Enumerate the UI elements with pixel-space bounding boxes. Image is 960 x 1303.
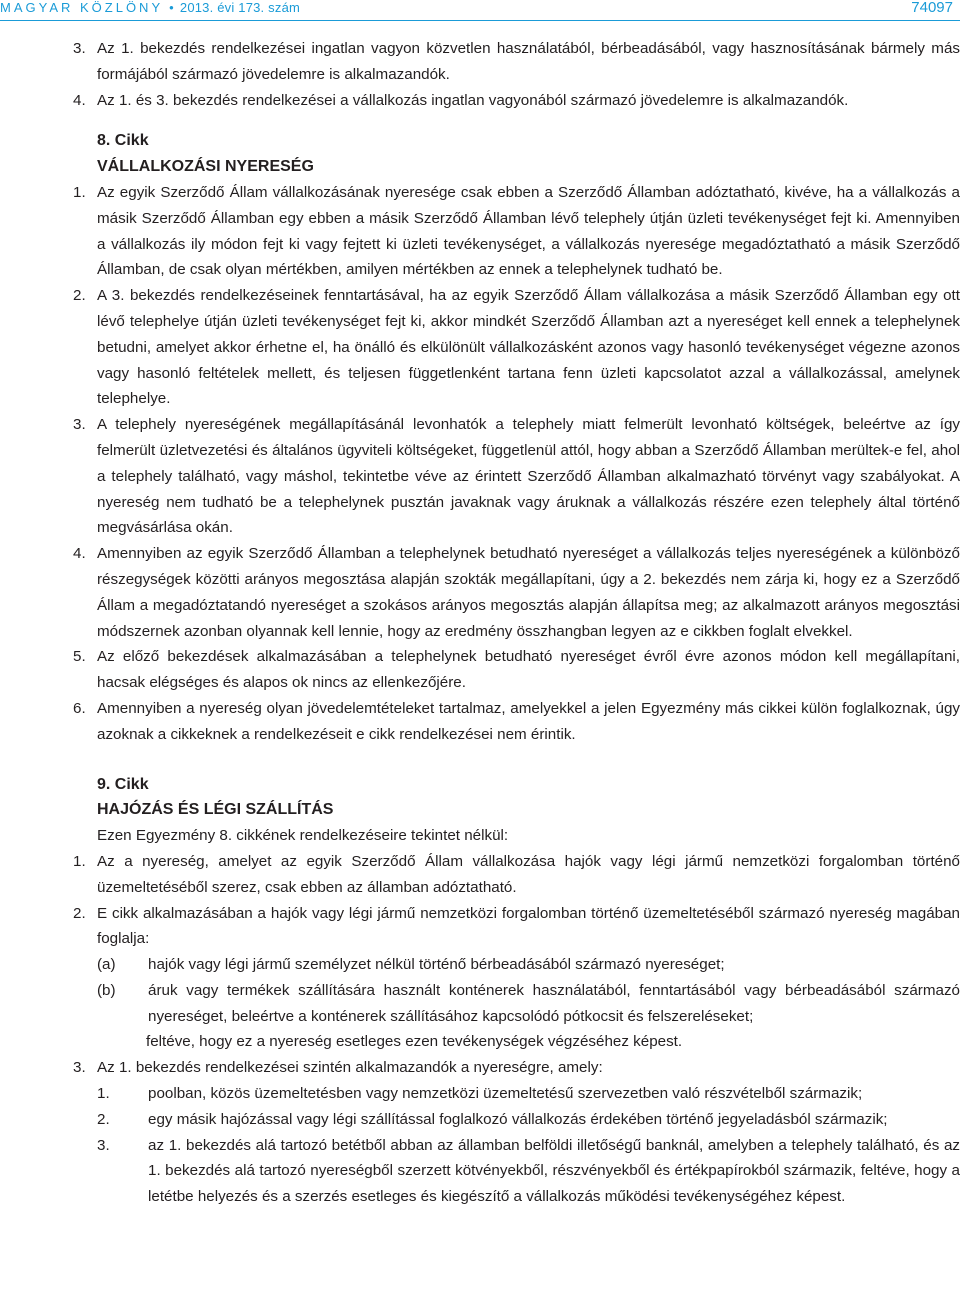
art8-paragraph-1 [0, 180, 960, 283]
art9-paragraph-2-continuation: feltéve, hogy ez a nyereség esetleges ezen tevékenységek végzéséhez képest. [146, 1033, 683, 1051]
paragraph-text: Az a nyereség, amelyet az egyik Szerződő Állam vállalkozása hajók vagy légi jármű nemzetközi forgalomban történő üzemeltetéséből szerez, csak ebben az államban adóztatható. [97, 852, 960, 896]
item-label: (a) [97, 956, 116, 974]
art8-paragraph-6 [0, 696, 960, 748]
paragraph-number: 3. [73, 1059, 86, 1077]
paragraph-number: 6. [73, 699, 86, 717]
paragraph-number: 3. [73, 416, 86, 434]
paragraph-text: Amennyiben a nyereség olyan jövedelemtételeket tartalmaz, amelyekkel a jelen Egyezmény más cikkei külön foglalkoznak, úgy azoknak a cikkeknek a rendelkezéseit e cikk rendelkezései nem érintik. [97, 699, 960, 743]
art9-paragraph-3 [0, 1055, 960, 1081]
journal-name: MAGYAR KÖZLÖNY [0, 0, 164, 15]
header-rule [0, 20, 960, 21]
art8-paragraph-4 [0, 541, 960, 644]
art9-paragraph-3-item-1 [0, 1081, 960, 1107]
art8-heading: 8. Cikk [97, 132, 149, 150]
paragraph-text: Amennyiben az egyik Szerződő Államban a telephelynek betudható nyereséget a vállalkozás teljes nyereségének a különböző részegységek közötti arányos megosztása alapján szokták megállapítani, úgy a 2. bekezdés nem zárja ki, hogy ez a Szerződő Állam a megadóztatandó nyereséget a szokásos arányos megosztás alapján állapítsa meg; az alkalmazott arányos megosztási módszernek azonban olyannak kell lennie, hogy az eredmény összhangban legyen az e cikkben foglalt elvekkel. [97, 545, 960, 640]
document-body [0, 36, 960, 1210]
paragraph-text: Az előző bekezdések alkalmazásában a telephelynek betudható nyereséget évről évre azonos módon kell megállapítani, hacsak elégséges és alapos ok nincs az ellenkezőjére. [97, 648, 960, 692]
journal-title [0, 0, 300, 15]
paragraph-number: 2. [73, 287, 86, 305]
art9-paragraph-2 [0, 901, 960, 953]
art9-paragraph-2-item-a [0, 952, 960, 978]
paragraph-text: Az 1. és 3. bekezdés rendelkezései a vállalkozás ingatlan vagyonából származó jövedelemre is alkalmazandók. [97, 91, 849, 109]
art7-paragraph-3 [0, 36, 960, 88]
paragraph-text: A telephely nyereségének megállapításánál levonhatók a telephely miatt felmerült levonható költségek, beleértve az így felmerült üzletvezetési és általános ügyviteli költségeket, függetlenül attól, hogy abban a Szerződő Államban merültek-e fel, ahol a telephely található, vagy máshol, tekintetbe véve az érintett Szerződő Államban alkalmazható törvényt vagy szabályokat. A nyereség nem tudható be a telephelynek pusztán javaknak vagy áruknak a vállalkozás részére ezen telephely által történő megvásárlása okán. [97, 416, 960, 537]
art9-title: HAJÓZÁS ÉS LÉGI SZÁLLÍTÁS [97, 801, 334, 819]
paragraph-number: 2. [73, 904, 86, 922]
art8-paragraph-5 [0, 644, 960, 696]
paragraph-number: 1. [73, 183, 86, 201]
paragraph-number: 1. [73, 852, 86, 870]
item-text: az 1. bekezdés alá tartozó betétből abban az államban belföldi illetőségű banknál, amelyben a telephely található, és az 1. bekezdés alá tartozó nyereségből szerzett kötvényekből, részvényekből és értékpapírokból származik, feltéve, hogy a letétbe helyezés és a szerzés esetleges és kiegészítő a vállalkozás működési tevékenységéhez képest. [148, 1136, 960, 1206]
item-text: áruk vagy termékek szállítására használt konténerek használatából, fenntartásából vagy bérbeadásából származó nyereséget, beleértve a konténerek szállításához kapcsolódó pótkocsit és felszereléseket; [148, 981, 960, 1025]
paragraph-text: E cikk alkalmazásában a hajók vagy légi jármű nemzetközi forgalomban történő üzemeltetéséből származó nyereség magában foglalja: [97, 904, 960, 948]
art7-paragraph-4 [0, 88, 960, 114]
item-label: 2. [97, 1110, 110, 1128]
item-text: hajók vagy légi jármű személyzet nélkül történő bérbeadásából származó nyereséget; [148, 956, 725, 974]
paragraph-text: Az 1. bekezdés rendelkezései szintén alkalmazandók a nyereségre, amely: [97, 1059, 603, 1077]
art9-paragraph-3-item-3 [0, 1133, 960, 1210]
art8-title: VÁLLALKOZÁSI NYERESÉG [97, 158, 314, 176]
issue-label: 2013. évi 173. szám [179, 0, 301, 15]
item-label: 1. [97, 1085, 110, 1103]
item-label: 3. [97, 1136, 110, 1154]
art9-intro: Ezen Egyezmény 8. cikkének rendelkezéseire tekintet nélkül: [97, 827, 509, 845]
item-text: egy másik hajózással vagy légi szállítással foglalkozó vállalkozás érdekében történő jegyeladásból származik; [148, 1110, 888, 1128]
art8-paragraph-3 [0, 412, 960, 541]
page-number: 74097 [911, 0, 953, 16]
paragraph-number: 4. [73, 91, 86, 109]
paragraph-number: 5. [73, 648, 86, 666]
art9-paragraph-2-item-b [0, 978, 960, 1030]
item-label: (b) [97, 981, 116, 999]
running-header [0, 0, 960, 24]
art9-paragraph-3-item-2 [0, 1107, 960, 1133]
paragraph-text: A 3. bekezdés rendelkezéseinek fenntartásával, ha az egyik Szerződő Állam vállalkozása a másik Szerződő Államban egy ott lévő telephelye útján üzleti tevékenységet fejt ki, akkor mindkét Szerződő Államban azt a nyereséget kell ennek a telephelynek betudni, amelyet akkor érhetne el, ha önálló és elkülönült vállalkozásként azonos vagy hasonló tevékenységet végezne azonos vagy hasonló feltételek mellett, és teljesen függetlenként tartana fenn üzleti kapcsolatot azzal a vállalkozással, amelynek telephelye. [97, 287, 960, 408]
paragraph-number: 4. [73, 545, 86, 563]
art9-heading: 9. Cikk [97, 775, 149, 793]
header-bullet: • [169, 0, 174, 15]
paragraph-number: 3. [73, 40, 86, 57]
paragraph-text: Az egyik Szerződő Állam vállalkozásának nyeresége csak ebben a Szerződő Államban adóztatható, kivéve, ha a vállalkozás a másik Szerződő Államban egy ebben a másik Szerződő Államban lévő telephely útján üzleti tevékenységet fejt ki. Amennyiben a vállalkozás ily módon fejt ki vagy fejtett ki üzleti tevékenységet, a vállalkozás nyeresége megadóztatható a másik Szerződő Államban, de csak olyan mértékben, amilyen mértékben az ennek a telephelynek tudható be. [97, 183, 960, 279]
paragraph-text: Az 1. bekezdés rendelkezései ingatlan vagyon közvetlen használatából, bérbeadásából, vagy hasznosításának bármely más formájából származó jövedelemre is alkalmazandók. [97, 40, 960, 83]
art9-paragraph-1 [0, 849, 960, 901]
item-text: poolban, közös üzemeltetésben vagy nemzetközi üzemeltetésű szervezetben való részvételből származik; [148, 1085, 863, 1103]
art8-paragraph-2 [0, 283, 960, 412]
